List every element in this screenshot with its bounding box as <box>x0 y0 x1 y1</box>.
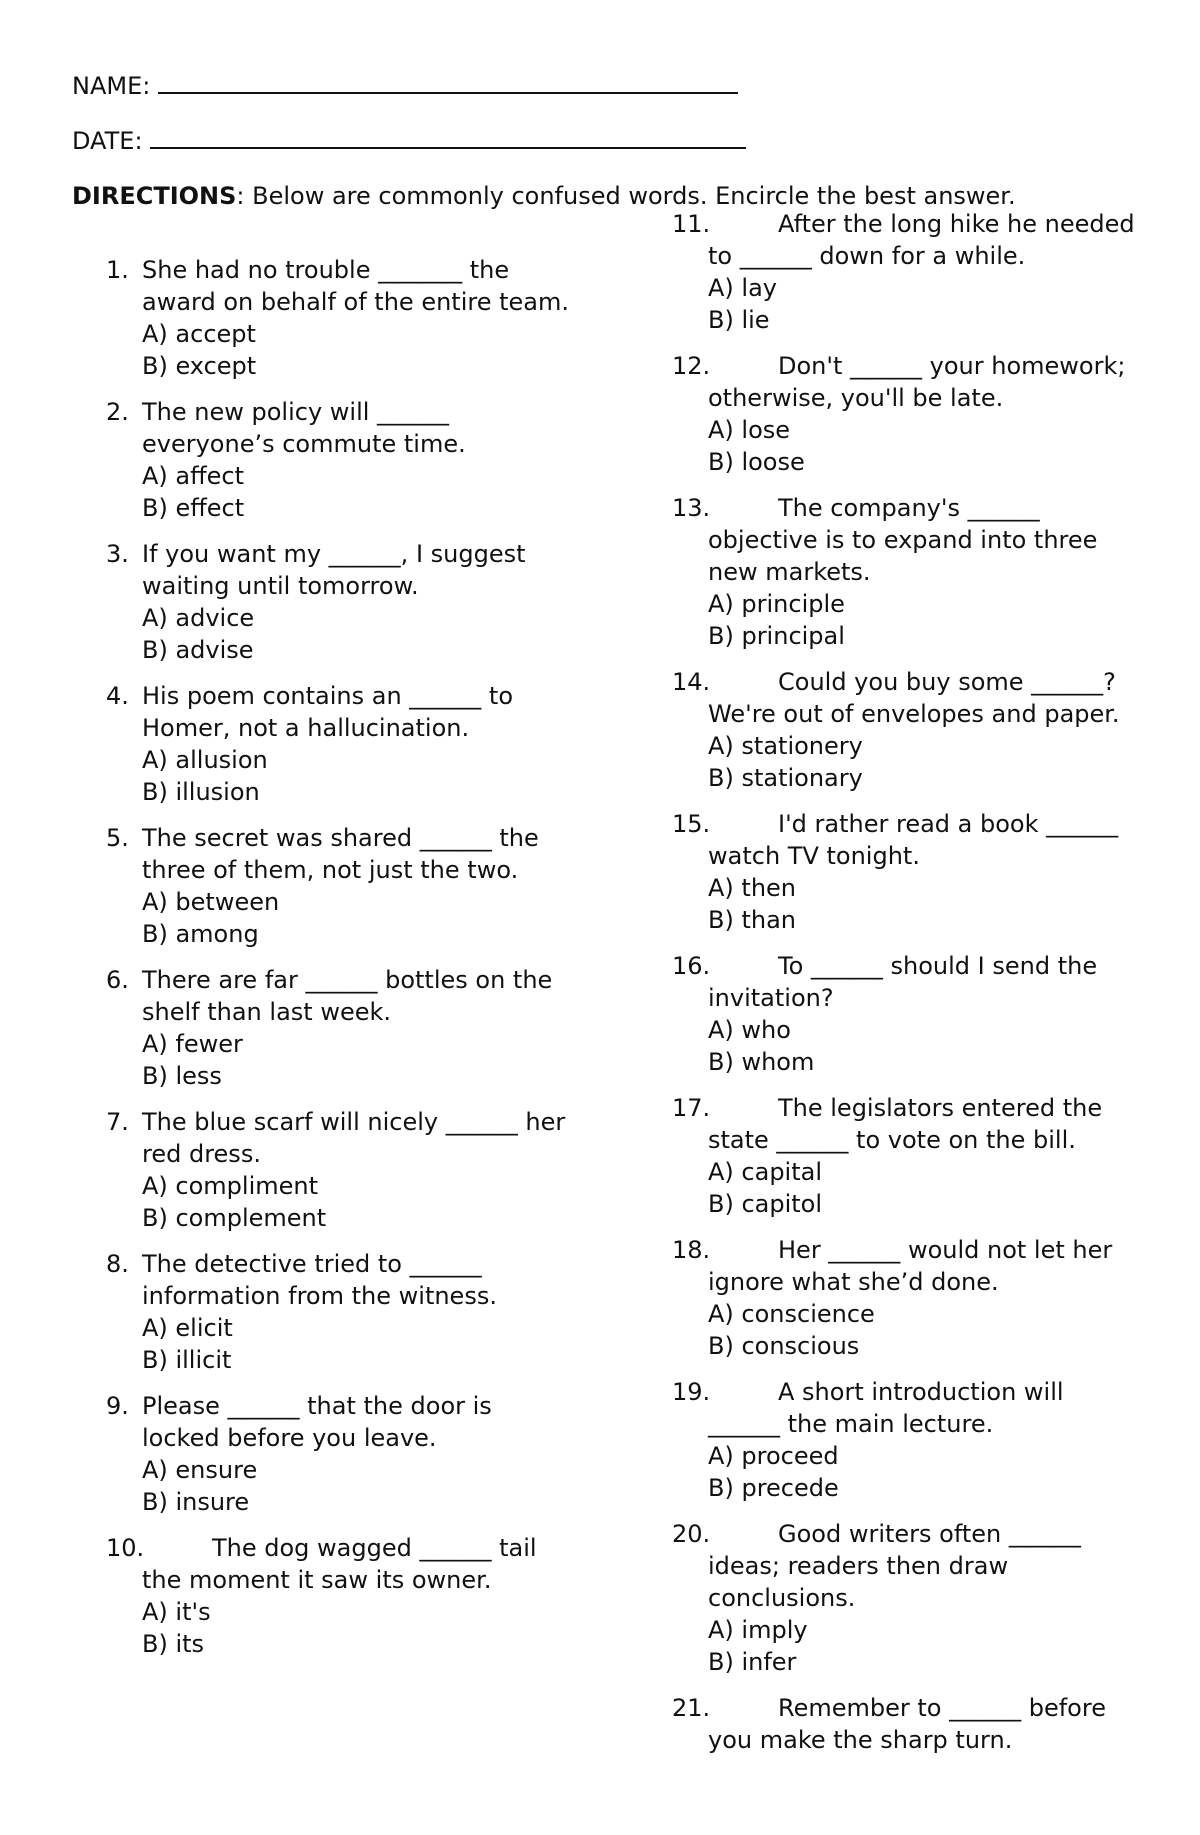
question-item <box>106 964 606 1092</box>
question-number: 21. <box>672 1694 711 1722</box>
question-item <box>106 1106 606 1234</box>
answer-option-b[interactable]: B) except <box>142 352 257 380</box>
question-item <box>672 950 1142 1078</box>
question-text: Could you buy some ______? <box>778 668 1116 696</box>
question-text-continued: to ______ down for a while. <box>708 242 1026 270</box>
question-text-continued: ______ the main lecture. <box>708 1410 994 1438</box>
question-text: After the long hike he needed <box>778 210 1135 238</box>
date-line <box>72 125 746 157</box>
answer-option-b[interactable]: B) effect <box>142 494 245 522</box>
question-text: The detective tried to ______ <box>142 1250 482 1278</box>
question-text-continued: new markets. <box>708 558 871 586</box>
question-item <box>106 538 606 666</box>
answer-option-a[interactable]: A) conscience <box>708 1300 875 1328</box>
question-number: 10. <box>106 1534 145 1562</box>
answer-option-a[interactable]: A) imply <box>708 1616 808 1644</box>
question-number: 1. <box>106 256 129 284</box>
answer-option-a[interactable]: A) proceed <box>708 1442 839 1470</box>
question-item <box>672 666 1142 794</box>
question-text-continued: We're out of envelopes and paper. <box>708 700 1120 728</box>
answer-option-b[interactable]: B) conscious <box>708 1332 860 1360</box>
answer-option-b[interactable]: B) illicit <box>142 1346 232 1374</box>
date-label: DATE: <box>72 127 143 155</box>
question-item <box>106 254 606 382</box>
date-field[interactable] <box>150 125 746 149</box>
question-text: The company's ______ <box>778 494 1040 522</box>
question-text-continued: conclusions. <box>708 1584 856 1612</box>
question-text: Her ______ would not let her <box>778 1236 1113 1264</box>
question-item <box>106 680 606 808</box>
question-number: 5. <box>106 824 129 852</box>
question-text-continued: ignore what she’d done. <box>708 1268 999 1296</box>
question-text-continued: waiting until tomorrow. <box>142 572 419 600</box>
answer-option-b[interactable]: B) loose <box>708 448 805 476</box>
question-number: 3. <box>106 540 129 568</box>
answer-option-b[interactable]: B) insure <box>142 1488 250 1516</box>
question-number: 19. <box>672 1378 711 1406</box>
answer-option-a[interactable]: A) lay <box>708 274 777 302</box>
name-label: NAME: <box>72 72 151 100</box>
question-text: A short introduction will <box>778 1378 1064 1406</box>
question-text-continued: three of them, not just the two. <box>142 856 519 884</box>
question-item <box>106 1532 606 1660</box>
question-text-continued: shelf than last week. <box>142 998 391 1026</box>
question-text-continued: the moment it saw its owner. <box>142 1566 492 1594</box>
directions-label: DIRECTIONS <box>72 182 237 210</box>
answer-option-b[interactable]: B) among <box>142 920 259 948</box>
answer-option-b[interactable]: B) complement <box>142 1204 327 1232</box>
answer-option-a[interactable]: A) advice <box>142 604 255 632</box>
question-text: I'd rather read a book ______ <box>778 810 1119 838</box>
question-item <box>672 1092 1142 1220</box>
question-text: She had no trouble _______ the <box>142 256 510 284</box>
question-text: The legislators entered the <box>778 1094 1103 1122</box>
answer-option-a[interactable]: A) ensure <box>142 1456 258 1484</box>
question-item <box>106 1248 606 1376</box>
answer-option-a[interactable]: A) between <box>142 888 280 916</box>
question-text: Don't ______ your homework; <box>778 352 1126 380</box>
question-number: 17. <box>672 1094 711 1122</box>
question-text-continued: invitation? <box>708 984 834 1012</box>
question-text-continued: objective is to expand into three <box>708 526 1098 554</box>
question-number: 13. <box>672 494 711 522</box>
question-text: There are far ______ bottles on the <box>142 966 553 994</box>
question-text: Good writers often ______ <box>778 1520 1081 1548</box>
answer-option-b[interactable]: B) whom <box>708 1048 815 1076</box>
question-number: 20. <box>672 1520 711 1548</box>
answer-option-b[interactable]: B) stationary <box>708 764 863 792</box>
question-text-continued: ideas; readers then draw <box>708 1552 1009 1580</box>
answer-option-b[interactable]: B) capitol <box>708 1190 823 1218</box>
answer-option-b[interactable]: B) than <box>708 906 796 934</box>
question-text: The secret was shared ______ the <box>142 824 539 852</box>
question-text: The new policy will ______ <box>142 398 450 426</box>
answer-option-b[interactable]: B) lie <box>708 306 770 334</box>
question-text-continued: red dress. <box>142 1140 261 1168</box>
question-item <box>672 808 1142 936</box>
question-item <box>672 1376 1142 1504</box>
question-text-continued: state ______ to vote on the bill. <box>708 1126 1076 1154</box>
answer-option-a[interactable]: A) compliment <box>142 1172 319 1200</box>
question-item <box>672 208 1142 336</box>
question-number: 8. <box>106 1250 129 1278</box>
answer-option-a[interactable]: A) fewer <box>142 1030 243 1058</box>
answer-option-b[interactable]: B) precede <box>708 1474 839 1502</box>
answer-option-a[interactable]: A) allusion <box>142 746 268 774</box>
question-number: 9. <box>106 1392 129 1420</box>
answer-option-a[interactable]: A) principle <box>708 590 845 618</box>
answer-option-b[interactable]: B) illusion <box>142 778 260 806</box>
question-number: 15. <box>672 810 711 838</box>
question-text-continued: locked before you leave. <box>142 1424 437 1452</box>
directions-text: : Below are commonly confused words. Encircle the best answer. <box>236 182 1016 210</box>
answer-option-b[interactable]: B) its <box>142 1630 205 1658</box>
question-number: 12. <box>672 352 711 380</box>
question-number: 16. <box>672 952 711 980</box>
question-text-continued: you make the sharp turn. <box>708 1726 1013 1754</box>
name-field[interactable] <box>158 70 738 94</box>
answer-option-a[interactable]: A) accept <box>142 320 256 348</box>
answer-option-b[interactable]: B) less <box>142 1062 222 1090</box>
question-item <box>106 396 606 524</box>
question-text-continued: award on behalf of the entire team. <box>142 288 569 316</box>
answer-option-a[interactable]: A) who <box>708 1016 791 1044</box>
answer-option-a[interactable]: A) affect <box>142 462 245 490</box>
answer-option-b[interactable]: B) principal <box>708 622 845 650</box>
answer-option-a[interactable]: A) lose <box>708 416 791 444</box>
question-text: His poem contains an ______ to <box>142 682 514 710</box>
question-text: Remember to ______ before <box>778 1694 1106 1722</box>
question-text: The blue scarf will nicely ______ her <box>142 1108 566 1136</box>
question-number: 18. <box>672 1236 711 1264</box>
question-number: 11. <box>672 210 711 238</box>
question-text: To ______ should I send the <box>778 952 1098 980</box>
question-text: If you want my ______, I suggest <box>142 540 526 568</box>
answer-option-a[interactable]: A) it's <box>142 1598 211 1626</box>
answer-option-b[interactable]: B) advise <box>142 636 254 664</box>
answer-option-b[interactable]: B) infer <box>708 1648 797 1676</box>
question-item <box>672 1234 1142 1362</box>
answer-option-a[interactable]: A) elicit <box>142 1314 233 1342</box>
question-text-continued: information from the witness. <box>142 1282 497 1310</box>
question-text-continued: otherwise, you'll be late. <box>708 384 1004 412</box>
question-item <box>672 1518 1142 1678</box>
question-text: The dog wagged ______ tail <box>212 1534 537 1562</box>
answer-option-a[interactable]: A) then <box>708 874 797 902</box>
answer-option-a[interactable]: A) stationery <box>708 732 863 760</box>
question-number: 6. <box>106 966 129 994</box>
name-line <box>72 70 738 102</box>
question-number: 2. <box>106 398 129 426</box>
question-number: 4. <box>106 682 129 710</box>
answer-option-a[interactable]: A) capital <box>708 1158 822 1186</box>
question-number: 14. <box>672 668 711 696</box>
question-text-continued: everyone’s commute time. <box>142 430 466 458</box>
question-item <box>106 1390 606 1518</box>
question-number: 7. <box>106 1108 129 1136</box>
question-text: Please ______ that the door is <box>142 1392 492 1420</box>
question-item <box>106 822 606 950</box>
question-text-continued: watch TV tonight. <box>708 842 920 870</box>
question-item <box>672 350 1142 478</box>
question-item <box>672 492 1142 652</box>
question-text-continued: Homer, not a hallucination. <box>142 714 470 742</box>
question-item <box>672 1692 1142 1756</box>
